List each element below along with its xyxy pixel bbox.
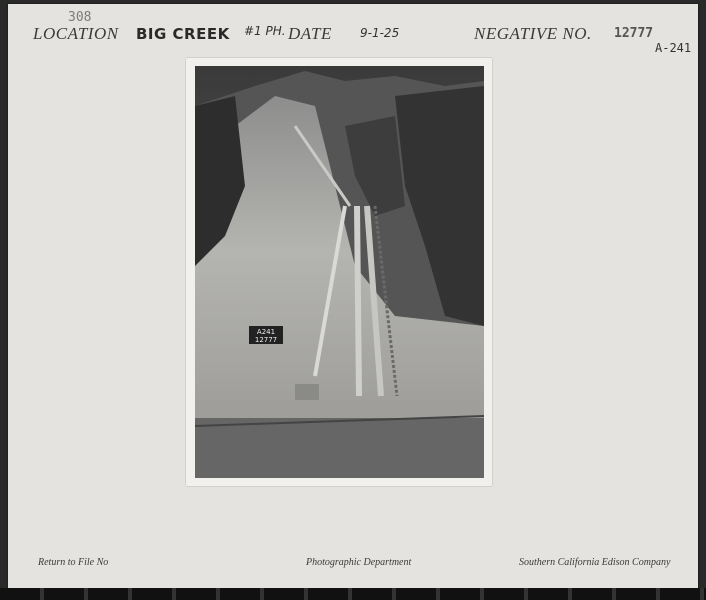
date-value-handwritten: 9-1-25	[360, 26, 400, 40]
photograph-penstocks	[195, 66, 484, 478]
negative-number: 12777	[614, 26, 654, 41]
footer-company-name: Southern California Edison Company	[519, 557, 671, 568]
footer-return-to-file: Return to File No	[38, 557, 109, 568]
location-value-handwritten: #1 PH.	[244, 24, 286, 38]
photo-tag-line-2: 12777	[254, 336, 278, 344]
negative-label: NEGATIVE NO.	[474, 24, 592, 43]
location-label: LOCATION	[33, 24, 119, 43]
corner-number: 308	[68, 10, 92, 25]
date-label: DATE	[288, 24, 332, 43]
penstock-hillside-photo	[195, 66, 484, 478]
footer-photographic-department: Photographic Department	[306, 557, 412, 568]
film-strip-edge	[0, 588, 706, 600]
sub-number: A-241	[655, 41, 692, 55]
location-value: BIG CREEK	[136, 25, 230, 43]
photo-tag-line-1: A241	[256, 328, 276, 336]
